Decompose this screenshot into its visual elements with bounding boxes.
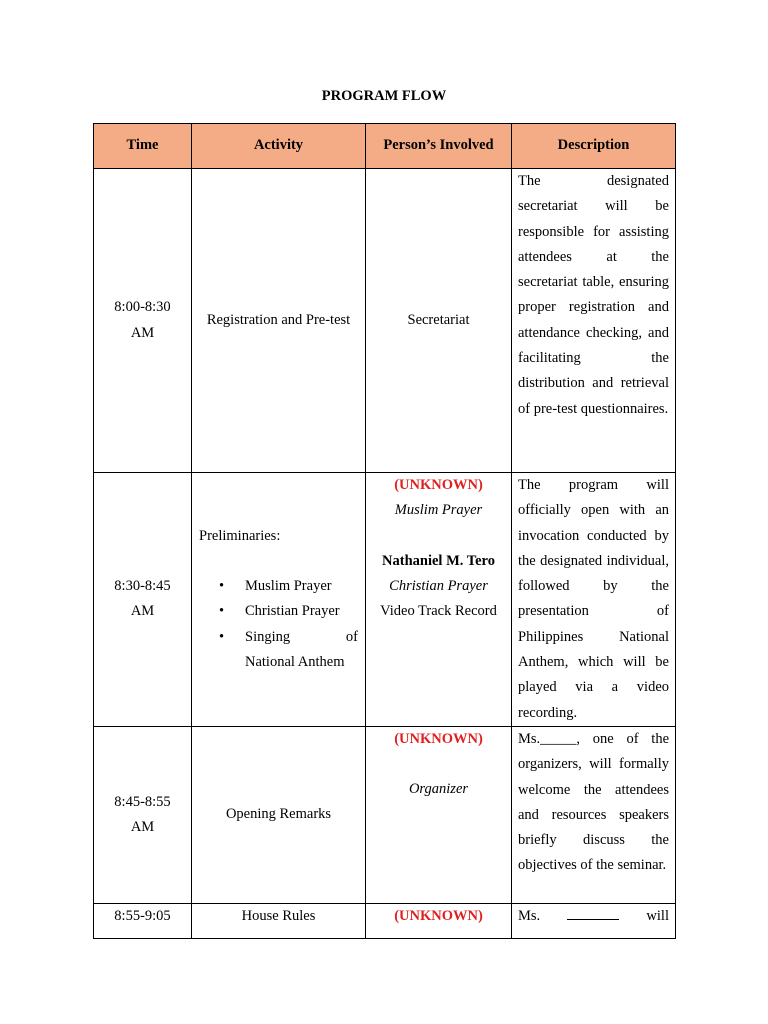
description-cell <box>512 473 676 727</box>
time-start: 8:45-8:55 <box>114 793 171 810</box>
activity-cell <box>192 473 366 727</box>
bullet-icon: • <box>219 578 225 595</box>
preliminaries-list <box>199 574 358 675</box>
document-title: PROGRAM FLOW <box>321 88 447 104</box>
description-text: The designated secretariat will be responsible for assisting attendees at the secretariat table, ensuring proper registration and attendance checking, and facilitating the distribution and retrieval of pre-test questionnaires. <box>518 173 669 417</box>
description-cell <box>512 903 676 938</box>
header-description: Description <box>512 124 676 169</box>
person-text: Secretariat <box>407 311 470 328</box>
table-row <box>94 169 676 473</box>
person-cell <box>366 726 512 903</box>
list-item: • Singing of National Anthem <box>199 625 358 676</box>
role-christian-prayer: Christian Prayer <box>389 577 488 594</box>
role-muslim-prayer: Muslim Prayer <box>394 502 483 519</box>
table-row <box>94 726 676 903</box>
time-period: AM <box>130 818 155 835</box>
description-text: The program will officially open with an invocation conducted by the designated individual, followed by the presentation of Philippines National Anthem, which will be played via a video recording. <box>518 477 669 721</box>
blank-line <box>567 904 619 920</box>
description-cell <box>512 169 676 473</box>
activity-cell <box>192 169 366 473</box>
preliminaries-label: Preliminaries: <box>199 527 281 544</box>
person-cell <box>366 169 512 473</box>
bullet-icon: • <box>219 603 225 620</box>
program-flow-table <box>93 123 676 939</box>
unknown-person: (UNKNOWN) <box>394 730 483 747</box>
activity-text: Opening Remarks <box>225 806 332 823</box>
preliminaries-block <box>192 524 365 675</box>
description-text: Ms. <box>518 907 541 924</box>
time-start: 8:30-8:45 <box>114 578 171 595</box>
list-item: • Christian Prayer <box>199 599 358 624</box>
activity-text: House Rules <box>241 907 316 924</box>
table-header-row <box>94 124 676 169</box>
bullet-icon: • <box>219 628 225 645</box>
unknown-person: (UNKNOWN) <box>394 907 483 924</box>
role-organizer: Organizer <box>408 781 469 798</box>
time-cell <box>94 726 192 903</box>
time-start: 8:55-9:05 <box>114 907 171 924</box>
video-track-record: Video Track Record <box>380 603 497 620</box>
time-cell <box>94 473 192 727</box>
table-row <box>94 473 676 727</box>
activity-cell <box>192 903 366 938</box>
activity-text: Registration and Pre-test <box>206 311 351 328</box>
time-start: 8:00-8:30 <box>114 299 171 316</box>
time-cell <box>94 169 192 473</box>
description-text: Ms._____, one of the organizers, will formally welcome the attendees and resources speakers briefly discuss the objectives of the seminar. <box>518 730 669 874</box>
time-period: AM <box>130 603 155 620</box>
time-cell <box>94 903 192 938</box>
person-cell <box>366 473 512 727</box>
header-time: Time <box>94 124 192 169</box>
activity-cell <box>192 726 366 903</box>
person-cell <box>366 903 512 938</box>
description-text: will <box>646 907 669 924</box>
time-period: AM <box>130 324 155 341</box>
unknown-person: (UNKNOWN) <box>394 477 483 493</box>
header-persons: Person’s Involved <box>366 124 512 169</box>
description-cell <box>512 726 676 903</box>
person-name: Nathaniel M. Tero <box>382 552 495 569</box>
list-item: • Muslim Prayer <box>199 574 358 599</box>
table-row <box>94 903 676 938</box>
header-activity: Activity <box>192 124 366 169</box>
